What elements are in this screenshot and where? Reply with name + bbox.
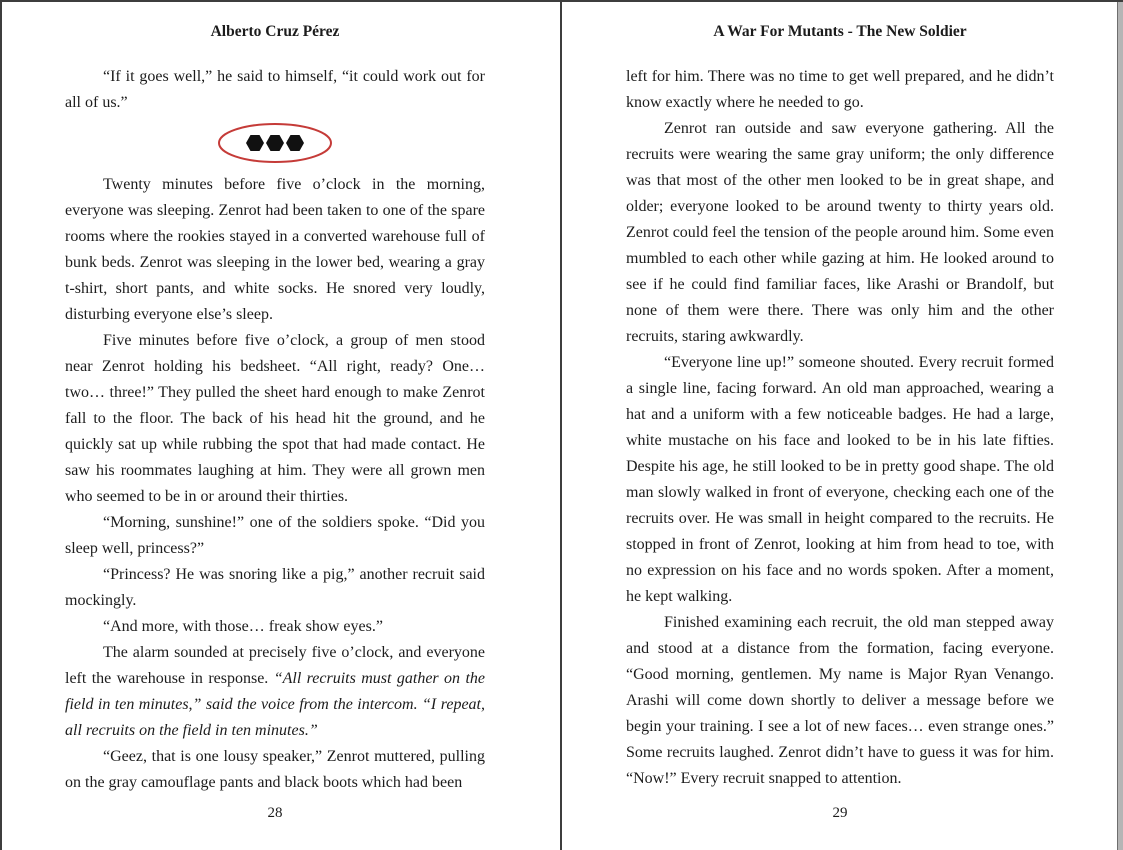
scene-break — [65, 121, 485, 165]
right-page-running-header: A War For Mutants - The New Soldier — [713, 23, 967, 40]
text-segment: “Everyone line up!” someone shouted. Every recruit formed a single line, facing forward. An old man approached, wearing a hat and a uniform with a few noticeable badges. He had a large, white mustache on his face and looked to be in his late fifties. Despite his age, he still looked to be in pretty good shape. The old man slowly walked in front of everyone, checking each one of the recruits over. He was small in height compared to the recruits. He stopped in front of Zenrot, looking at him from head to toe, with no expression on his face and no words spoken. After a moment, he kept walking. — [626, 354, 1054, 605]
text-segment: “If it goes well,” he said to himself, “it could work out for all of us.” — [65, 68, 485, 111]
paragraph — [65, 510, 485, 562]
paragraph — [65, 328, 485, 510]
text-segment: “Morning, sunshine!” one of the soldiers spoke. “Did you sleep well, princess?” — [65, 514, 485, 557]
hexagon-icon — [246, 135, 264, 151]
paragraph — [626, 350, 1054, 610]
left-page-running-header: Alberto Cruz Pérez — [210, 23, 340, 40]
right-edge-strip — [1117, 2, 1123, 850]
paragraph — [65, 562, 485, 614]
paragraph — [65, 172, 485, 328]
left-page-body — [65, 64, 485, 796]
paragraph — [626, 116, 1054, 350]
left-page-number: 28 — [267, 805, 283, 821]
right-page-number: 29 — [832, 805, 848, 821]
text-segment: Twenty minutes before five o’clock in the morning, everyone was sleeping. Zenrot had been taken to one of the spare rooms where the rookies stayed in a converted warehouse full of bunk beds. Zenrot was sleeping in the lower bed, wearing a gray t-shirt, short pants, and white socks. He snored very loudly, disturbing everyone else’s sleep. — [65, 176, 485, 323]
hexagon-icon — [266, 135, 284, 151]
paragraph — [65, 64, 485, 116]
text-segment: Finished examining each recruit, the old man stepped away and stood at a distance from the formation, facing everyone. “Good morning, gentlemen. My name is Major Ryan Venango. Arashi will come down shortly to deliver a message before we begin your training. I see a lot of new faces… even strange ones.” Some recruits laughed. Zenrot didn’t have to guess it was for him. “Now!” Every recruit snapped to attention. — [626, 614, 1054, 787]
text-segment: “Princess? He was snoring like a pig,” another recruit said mockingly. — [65, 566, 485, 609]
text-segment: Zenrot ran outside and saw everyone gathering. All the recruits were wearing the same gray uniform; the only difference was that most of the other men looked to be in great shape, and older; everyone looked to be around twenty to thirty years old. Zenrot could feel the tension of the people around him. Some even mumbled to each other while gazing at him. He looked around to see if he could find familiar faces, like Arashi or Brandolf, but none of them were there. There was only him and the other recruits, staring awkwardly. — [626, 120, 1054, 345]
scene-break-ornament-icon — [216, 121, 334, 165]
text-segment: “All recruits must gather on the field in ten minutes,” said the voice from the intercom. “I repeat, all recruits on the field in ten minutes.” — [65, 670, 485, 739]
paragraph — [65, 744, 485, 796]
paragraph — [626, 610, 1054, 792]
right-page — [626, 2, 1054, 850]
paragraph — [626, 64, 1054, 116]
text-segment: left for him. There was no time to get well prepared, and he didn’t know exactly where he needed to go. — [626, 68, 1054, 111]
page-gutter-divider — [560, 2, 562, 850]
left-page — [65, 2, 485, 850]
text-segment: Five minutes before five o’clock, a group of men stood near Zenrot holding his bedsheet. “All right, ready? One… two… three!” They pulled the sheet hard enough to make Zenrot fall to the floor. The back of his head hit the ground, and he quickly sat up while rubbing the spot that had made contact. He saw his roommates laughing at him. They were all grown men who seemed to be in or around their thirties. — [65, 332, 485, 505]
paragraph — [65, 640, 485, 744]
text-segment: The alarm sounded at precisely five o’clock, and everyone left the warehouse in response. — [65, 644, 485, 687]
right-page-body — [626, 64, 1054, 792]
hexagon-icon — [286, 135, 304, 151]
text-segment: “Geez, that is one lousy speaker,” Zenrot muttered, pulling on the gray camouflage pants and black boots which had been — [65, 748, 485, 791]
paragraph — [65, 614, 485, 640]
text-segment: “And more, with those… freak show eyes.” — [103, 618, 383, 635]
